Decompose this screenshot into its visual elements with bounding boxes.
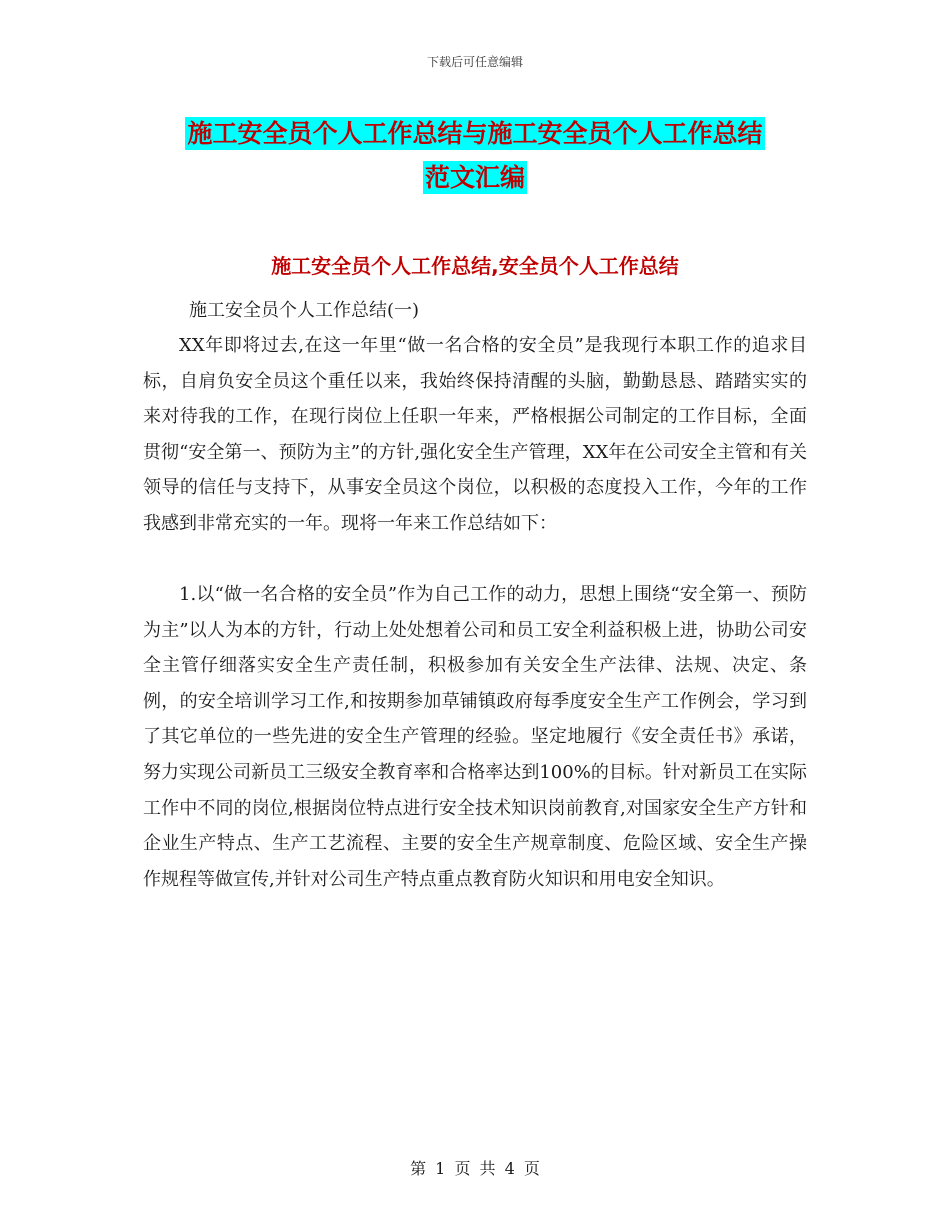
- title-highlight: 范文汇编: [424, 163, 525, 192]
- title-highlight: 施工安全员个人工作总结与施工安全员个人工作总结: [187, 119, 763, 148]
- header-note: 下载后可任意编辑: [426, 55, 523, 69]
- paragraph-text: 1.以“做一名合格的安全员”作为自己工作的动力，思想上围绕“安全第一、预防为主”以人为本的方针，行动上处处想着公司和员工安全利益积极上进，协助公司安全主管仔细落实安全生产责任制，积极参加有关安全生产法律、法规、决定、条例，的安全培训学习工作,和按期参加草铺镇政府每季度安全生产工作例会，学习到了其它单位的一些先进的安全生产管理的经验。坚定地履行《安全责任书》承诺，努力实现公司新员工三级安全教育率和合格率达到100%的目标。针对新员工在实际工作中不同的岗位,根据岗位特点进行安全技术知识岗前教育,对国家安全生产方针和企业生产特点、生产工艺流程、主要的安全生产规章制度、危险区域、安全生产操作规程等做宣传,并针对公司生产特点重点教育防火知识和用电安全知识。: [143, 584, 807, 890]
- body-paragraph-2: [143, 577, 807, 897]
- paragraph-text: XX年即将过去,在这一年里“做一名合格的安全员”是我现行本职工作的追求目标，自肩负安全员这个重任以来，我始终保持清醒的头脑，勤勤恳恳、踏踏实实的来对待我的工作，在现行岗位上任职一年来，严格根据公司制定的工作目标，全面贯彻“安全第一、预防为主”的方针,强化安全生产管理，XX年在公司安全主管和有关领导的信任与支持下，从事安全员这个岗位，以积极的态度投入工作，今年的工作我感到非常充实的一年。现将一年来工作总结如下：: [143, 335, 807, 534]
- document-subtitle: 施工安全员个人工作总结,安全员个人工作总结: [271, 254, 679, 278]
- document-title-line-2: [0, 158, 950, 194]
- body-paragraph-1: [143, 328, 807, 542]
- page-number-footer: 第 1 页 共 4 页: [410, 1159, 540, 1178]
- section-heading: 施工安全员个人工作总结(一): [189, 300, 420, 321]
- document-title-line-1: [0, 114, 950, 150]
